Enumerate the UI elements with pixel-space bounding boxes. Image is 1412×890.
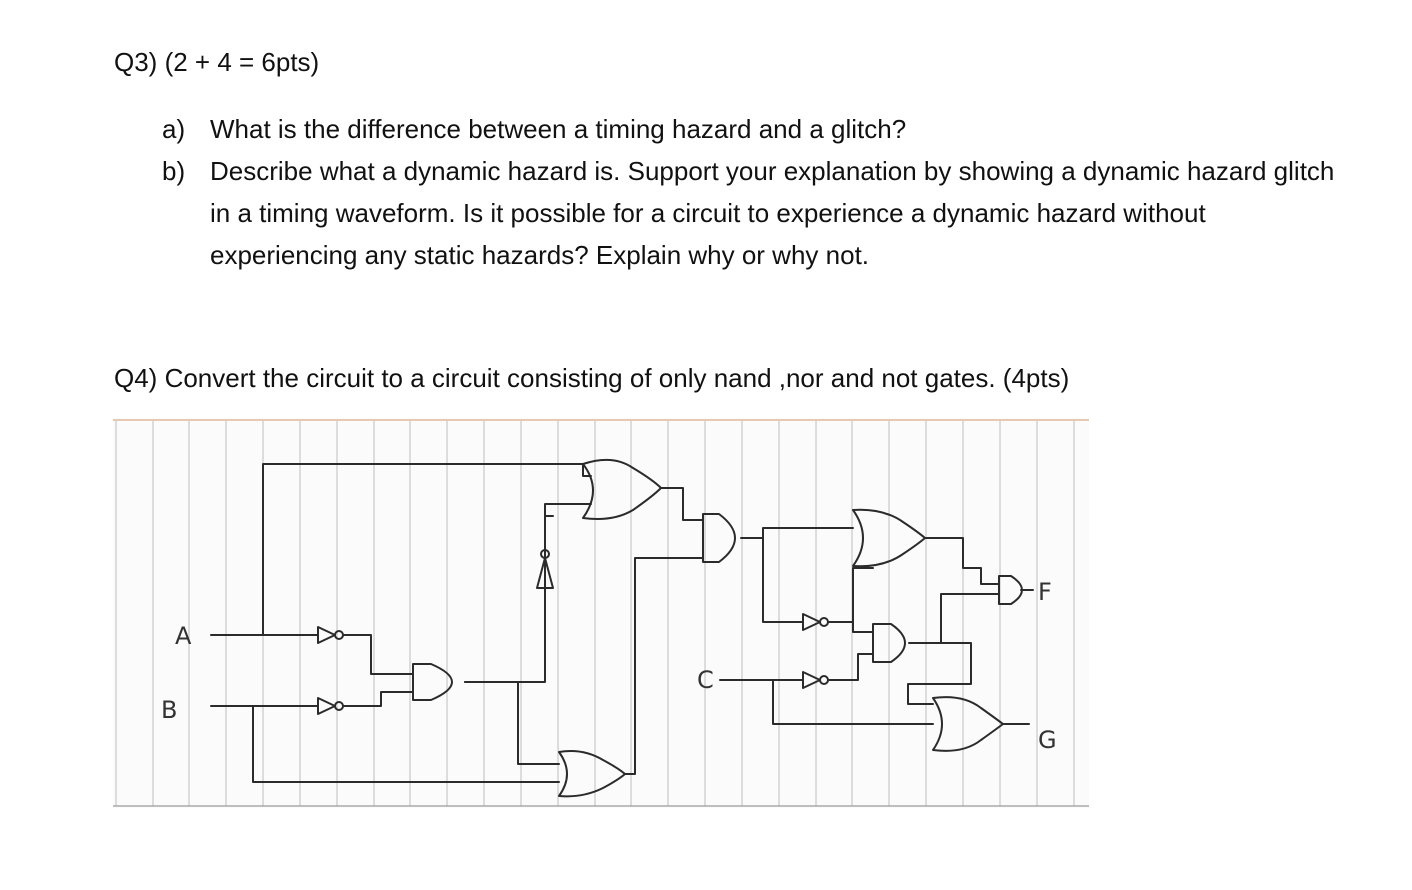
wire-and-to-not-up [465, 516, 553, 682]
q3-item-b-text: Describe what a dynamic hazard is. Support your explanation by showing a dynamic hazard glitch in a timing waveform. Is it possible for a circuit to experience a dynamic hazard without experiencing any static hazards? Explain why or why not. [210, 156, 1335, 270]
wire-notc-to-and-right [828, 654, 873, 680]
q3-item-b-marker: b) [162, 156, 186, 186]
not-gate-b-bubble [335, 702, 343, 710]
circuit-diagram [113, 418, 1089, 808]
wire-notup-to-top-or [545, 504, 591, 550]
wire-b-to-bottom-or [253, 706, 559, 782]
wire-centerand-to-not [741, 538, 803, 622]
notebook-grid [116, 420, 1074, 806]
wire-notb-to-and [343, 692, 413, 706]
circuit-svg [113, 418, 1089, 808]
not-gate-a [318, 627, 335, 643]
wire-nota-to-and [343, 635, 413, 674]
label-output-g: G [1038, 726, 1057, 754]
not-gate-mid-upper [803, 614, 820, 630]
q3-item-b [162, 150, 1342, 276]
and-gate-center [703, 514, 735, 562]
or-gate-bottom [559, 751, 625, 796]
wire-topor-to-center-and [661, 488, 703, 520]
not-gate-c-bubble [820, 676, 828, 684]
and-gate-lower-left [413, 664, 452, 700]
label-output-f: F [1038, 578, 1052, 606]
not-gate-mid-upper-bubble [820, 618, 828, 626]
and-gate-f [999, 576, 1022, 604]
label-input-c: C [697, 666, 714, 694]
q3-item-a [162, 108, 1342, 150]
label-input-a: A [175, 622, 192, 650]
wire-andright-to-or-g [908, 643, 971, 704]
q3-item-a-marker: a) [162, 114, 186, 144]
wire-orright-to-and-f [925, 538, 999, 584]
or-gate-g [933, 697, 1003, 751]
q4-heading: Q4) Convert the circuit to a circuit consisting of only nand ,nor and not gates. (4pts) [114, 363, 1070, 393]
wire-and-to-bottom-or [465, 682, 559, 764]
wire-a-to-top-or [263, 464, 591, 635]
not-gate-b [318, 698, 335, 714]
q3-item-a-text: What is the difference between a timing hazard and a glitch? [210, 114, 907, 144]
not-gate-c [803, 672, 820, 688]
label-input-b: B [161, 696, 178, 724]
wire-notmid-to-or-top-right [853, 568, 873, 622]
wire-notmid-to-and-right [828, 622, 873, 632]
wire-andright-to-and-f [909, 594, 999, 643]
circuit-ink [211, 460, 1033, 797]
q3-question-list [162, 108, 1342, 276]
not-gate-a-bubble [335, 631, 343, 639]
wire-bottomor-to-center-and [625, 558, 703, 774]
wire-centerand-to-or-top-right [763, 528, 853, 538]
q3-heading: Q3) (2 + 4 = 6pts) [114, 47, 320, 77]
